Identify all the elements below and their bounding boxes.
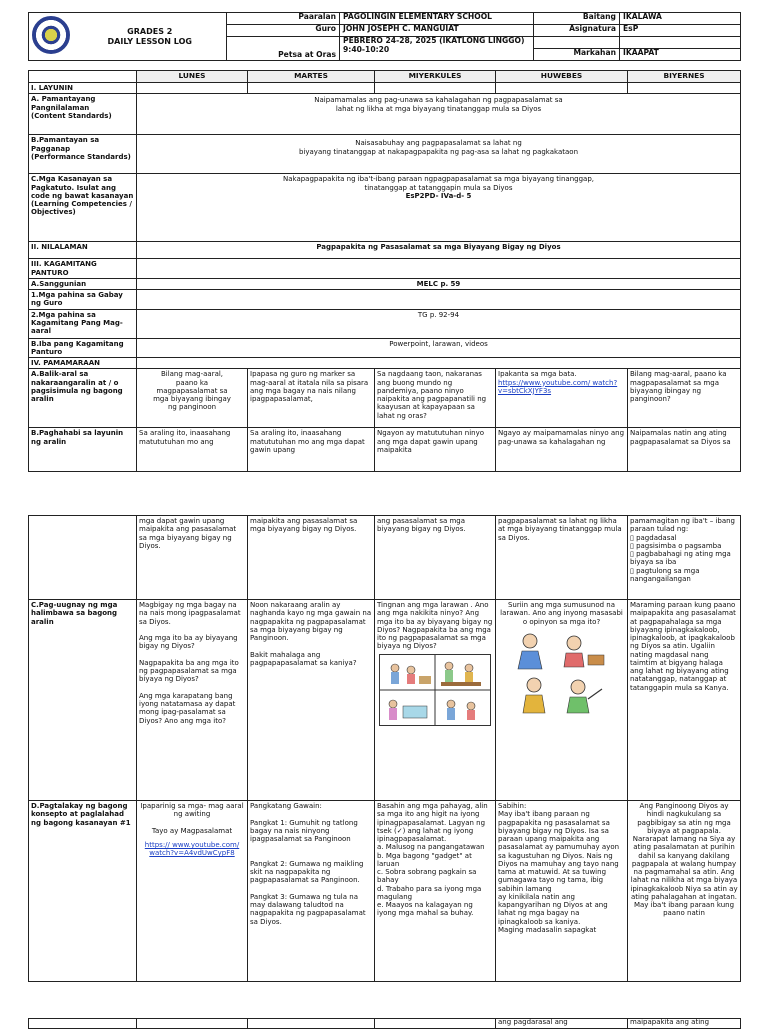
deped-seal-icon: [32, 16, 70, 54]
day-header-lunes: LUNES: [137, 71, 248, 83]
balik-miyerkules: Sa nagdaang taon, nakaranas ang buong mundo ng pandemiya, paano ninyo naipakita ang pagpapanatili ng kaayusan at kapayapaan sa lahat ng oras?: [375, 369, 496, 428]
kagamitan-pang-text: TG p. 92-94: [137, 309, 741, 338]
competency-code: EsP2PD- IVa-d- 5: [405, 191, 472, 200]
paguugnay-huwebes: [496, 600, 628, 801]
paghahabi-cont-biyernes: pamamagitan ng iba't – ibang paraan tulad ng: ▯ pagdadasal ▯ pagsisimba o pagsamba ▯ pagbabahagi ng ating mga biyaya sa iba ▯ pagtulong sa mga nangangailangan: [628, 516, 741, 600]
pagtalakay-huwebes: Sabihin: May iba't ibang paraan ng pagpapakita ng pasasalamat sa biyayang bigay ng Diyos. Isa sa paraan upang maipakita ang pasasalamat ay pamumuhay ayon sa kagustuhan ng Diyos. Nais ng Diyos na mamuhay ang tayo nang tama at matuwid. At sa tuwing gumagawa tayo ng tama, ibig sabihin lamang ay kinikilala natin ang kapangyarihan ng Diyos at ang lahat ng mga bagay na ipinagkaloob sa kaniya. Maging madasalin sapagkat: [496, 801, 628, 982]
iba-text: Powerpoint, larawan, videos: [137, 338, 741, 358]
balik-lunes: Bilang mag-aaral, paano ka magpapasalamat sa mga biyayang ibingay ng panginoon: [137, 369, 248, 428]
empty-cell: [248, 83, 375, 94]
balik-martes: Ipapasa ng guro ng marker sa mag-aaral at itatala nila sa pisara ang mga bagay na nais nilang ipagpapasalamat,: [248, 369, 375, 428]
paghahabi-lunes: Sa araling ito, inaasahang matututuhan mo ang: [137, 428, 248, 472]
paghahabi-cont-lunes: mga dapat gawin upang maipakita ang pasasalamat sa mga biyayang bigay ng Diyos.: [137, 516, 248, 600]
paguugnay-lunes: Magbigay ng mga bagay na na nais mong ipagpasalamat sa Diyos. Ang mga ito ba ay biyayang bigay ng Diyos? Nagpapakita ba ang mga ito ng pagpapasalamat sa mga biyaya ng Diyos? Ang mga karapatang bang iyong natatamasa ay dapat mong ipag-pasalamat sa Diyos? Ano ang mga ito?: [137, 600, 248, 801]
iba-label: B.Iba pang Kagamitang Panturo: [29, 338, 137, 358]
paguugnay-biyernes: Maraming paraan kung paano maipapakita ang pasasalamat at pagpapahalaga sa mga biyayang ipinagkakaloob, ipinagkaloob, at ipagkakaloob ng Diyos sa atin. Ugaliin nating magdasal nang taimtim at bigyang halaga ang lahat ng biyayang ating natatanggap, natanggap at tatanggapin mula sa Kanya.: [628, 600, 741, 801]
empty-cell: [137, 83, 248, 94]
family-pictures-image: [379, 654, 491, 726]
empty-cell: [628, 83, 741, 94]
pagtalakay-lunes: [137, 801, 248, 982]
nilalaman-label: II. NILALAMAN: [29, 242, 137, 259]
paghahabi-cont-miyerkules: ang pasasalamat sa mga biyayang bigay ng Diyos.: [375, 516, 496, 600]
title-grade: GRADES 2: [127, 27, 173, 37]
content-standards-text: Naipamamalas ang pag-unawa sa kahalagahan ng pagpapasalamat sa lahat ng likha at mga biyayang tinatanggap mula sa Diyos: [137, 94, 741, 135]
paguugnay-huwebes-text: Suriin ang mga sumusunod na larawan. Ano ang inyong masasabi o opinyon sa mga ito?: [500, 601, 623, 626]
date-value: PEBRERO 24-28, 2025 (IKATLONG LINGGO) 9:40-10:20: [340, 37, 534, 61]
empty-cell: [137, 358, 741, 369]
children-activities-image: [512, 629, 612, 721]
pagtalakay-label: D.Pagtalakay ng bagong konsepto at paglalahad ng bagong kasanayan #1: [29, 801, 137, 982]
paguugnay-miyerkules: [375, 600, 496, 801]
paghahabi-huwebes: Ngayo ay maipamamalas ninyo ang pag-unawa sa kahalagahan ng: [496, 428, 628, 472]
pagtalakay-lunes-text: Ipaparinig sa mga- mag aaral ng awiting Tayo ay Magpasalamat: [140, 802, 244, 835]
title-cell: [74, 13, 227, 61]
empty-cell: [620, 37, 741, 49]
balik-biyernes: Bilang mag-aaral, paano ka magpapasalamat sa mga biyayang ibingay ng panginoon?: [628, 369, 741, 428]
paghahabi-cont-martes: maipakita ang pasasalamat sa mga biyayang bigay ng Diyos.: [248, 516, 375, 600]
lesson-table-page-1: [28, 70, 741, 472]
youtube-link-a4vd[interactable]: https:// www.youtube.com/ watch?v=A4vdUwCypF8: [144, 841, 240, 858]
day-header-huwebes: HUWEBES: [496, 71, 628, 83]
youtube-link-sbtck[interactable]: https://www.youtube.com/ watch?v=sbtCkXJYF3s: [498, 378, 618, 395]
grade-value: IKALAWA: [620, 13, 741, 25]
empty-cell: [534, 37, 620, 49]
performance-standards-label: B.Pamantayan sa Pagganap (Performance Standards): [29, 135, 137, 174]
pagtalakay-biyernes: Ang Panginoong Diyos ay hindi nagkukulang sa pagbibigay sa atin ng mga biyaya at pagpapala. Nararapat lamang na Siya ay ating pasalamatan at purihin dahil sa kanyang dakilang pagpapala at walang humpay na pagmamahal sa atin. Ang lahat na nilikha at mga biyaya ipinagkakaloob Niya sa atin ay ating pahalagahan at ingatan. May iba't ibang paraan kung paano natin: [628, 801, 741, 982]
quarter-value: IKAAPAT: [620, 49, 741, 61]
date-label: Petsa at Oras: [227, 37, 340, 61]
balik-huwebes: [496, 369, 628, 428]
performance-standards-text: Naisasabuhay ang pagpapasalamat sa lahat ng biyayang tinatanggap at nakapagpapakita ng pag-asa sa lahat ng pagkakataon: [137, 135, 741, 174]
paghahabi-martes: Sa araling ito, inaasahang matututuhan mo ang mga dapat gawin upang: [248, 428, 375, 472]
paghahabi-miyerkules: Ngayon ay matututuhan ninyo ang mga dapat gawin upang maipakita: [375, 428, 496, 472]
teacher-value: JOHN JOSEPH C. MANGUIAT: [340, 25, 534, 37]
content-standards-label: A. Pamantayang Pangnilalaman (Content Standards): [29, 94, 137, 135]
paghahabi-cont-huwebes: pagpapasalamat sa lahat ng likha at mga biyayang tinatanggap mula sa Diyos.: [496, 516, 628, 600]
empty-cell: [137, 259, 741, 279]
page-two: [28, 515, 740, 982]
day-header-biyernes: BIYERNES: [628, 71, 741, 83]
school-label: Paaralan: [227, 13, 340, 25]
pagtalakay-miyerkules: Basahin ang mga pahayag, alin sa mga ito ang higit na iyong ipinagpapasalamat. Lagyan ng tsek (✓) ang lahat ng iyong ipinagpapasalamat. a. Malusog na pangangatawan b. Mga bagong "gadget" at laruan c. Sobra sobrang pagkain sa bahay d. Trabaho para sa iyong mga magulang e. Maayos na kalagayan ng iyong mga mahal sa buhay.: [375, 801, 496, 982]
header-table: [28, 12, 741, 61]
deped-seal-cell: [29, 13, 74, 61]
competencies-label: C.Mga Kasanayan sa Pagkatuto. Isulat ang code ng bawat kasanayan (Learning Competencies / Objectives): [29, 174, 137, 242]
kagamitan-pang-label: 2.Mga pahina sa Kagamitang Pang Mag-aaral: [29, 309, 137, 338]
empty-cell: [375, 83, 496, 94]
section-layunin: I. LAYUNIN: [29, 83, 137, 94]
kagamitan-label: III. KAGAMITANG PANTURO: [29, 259, 137, 279]
paguugnay-martes: Noon nakaraang aralin ay naghanda kayo ng mga gawain na nagpapakita ng pagpapasalamat sa mga biyayang bigay ng Panginoon. Bakit mahalaga ang pagpapapasalamat sa kaniya?: [248, 600, 375, 801]
balik-huwebes-text: Ipakanta sa mga bata.: [498, 370, 577, 379]
balik-aral-label: A.Balik-aral sa nakaraangaralin at / o pagsisimula ng bagong aralin: [29, 369, 137, 428]
subject-value: EsP: [620, 25, 741, 37]
pagtalakay-martes: Pangkatang Gawain: Pangkat 1: Gumuhit ng tatlong bagay na nais ninyong ipagpasalamat sa Panginoon Pangkat 2: Gumawa ng maikling skit na nagpapakita ng pagpapasalamat sa Panginoon. Pangkat 3: Gumawa ng tula na may dalawang taludtod na nagpapakita ng pagpapasalamat sa Diyos.: [248, 801, 375, 982]
empty-cell: [496, 83, 628, 94]
page-one: [28, 12, 740, 472]
empty-cell: [137, 290, 741, 310]
page3-huwebes: ang pagdarasal ang: [496, 1019, 628, 1029]
empty-cell: [29, 516, 137, 600]
paghahabi-label: B.Paghahabi sa layunin ng aralin: [29, 428, 137, 472]
quarter-label: Markahan: [534, 49, 620, 61]
subject-label: Asignatura: [534, 25, 620, 37]
day-header-martes: MARTES: [248, 71, 375, 83]
paguugnay-label: C.Pag-uugnay ng mga halimbawa sa bagong aralin: [29, 600, 137, 801]
nilalaman-text: Pagpapakita ng Pasasalamat sa mga Biyayang Bigay ng Diyos: [137, 242, 741, 259]
teacher-label: Guro: [227, 25, 340, 37]
paguugnay-miyerkules-text: Tingnan ang mga larawan . Ano ang mga nakikita ninyo? Ang mga ito ba ay biyayang bigay ng Diyos? Nagpapakita ba ang mga ito ng pagpapasalamat sa mga biyaya ng Diyos?: [377, 601, 493, 651]
pamamaraan-label: IV. PAMAMARAAN: [29, 358, 137, 369]
page3-biyernes: maipapakita ang ating: [628, 1019, 741, 1029]
competencies-text: Nakapagpapakita ng iba't-ibang paraan ngpagpapasalamat sa mga biyayang tinanggap, tinatanggap at tatanggapin mula sa Diyos: [282, 175, 595, 192]
day-header-miyerkules: MIYERKULES: [375, 71, 496, 83]
title-log: DAILY LESSON LOG: [107, 36, 192, 46]
lesson-table-page-2: [28, 515, 741, 982]
grade-label: Baitang: [534, 13, 620, 25]
corner-cell: [29, 71, 137, 83]
school-value: PAGOLINGIN ELEMENTARY SCHOOL: [340, 13, 534, 25]
competencies-cell: [137, 174, 741, 242]
sanggunian-label: A.Sanggunian: [29, 278, 137, 289]
paghahabi-biyernes: Naipamalas natin ang ating pagpapasalamat sa Diyos sa: [628, 428, 741, 472]
sanggunian-text: MELC p. 59: [137, 278, 741, 289]
gabay-label: 1.Mga pahina sa Gabay ng Guro: [29, 290, 137, 310]
